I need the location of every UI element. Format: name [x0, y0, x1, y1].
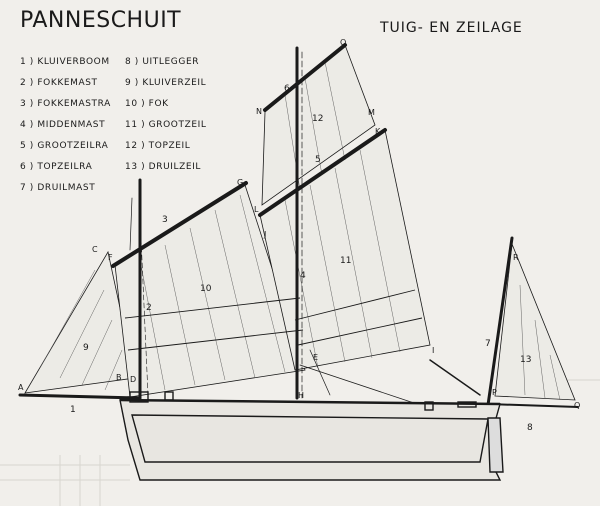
diagram-subtitle: TUIG- EN ZEILAGE: [380, 20, 523, 36]
point-label: J: [264, 230, 267, 239]
point-label: F: [108, 253, 113, 262]
part-number: 1: [70, 405, 76, 415]
legend-item: 12 ) TOPZEIL: [125, 141, 191, 151]
point-label: I: [432, 346, 435, 355]
point-label: A: [18, 383, 24, 392]
point-label: Q: [574, 401, 581, 410]
part-number: 11: [340, 256, 352, 266]
legend-item: 2 ) FOKKEMAST: [20, 78, 98, 88]
point-label: C: [92, 245, 98, 254]
part-number: 9: [83, 343, 89, 353]
point-label: D: [130, 375, 137, 384]
legend-item: 10 ) FOK: [125, 99, 169, 109]
sails: [25, 45, 575, 400]
legend-item: 13 ) DRUILZEIL: [125, 162, 202, 172]
point-label: G: [237, 178, 244, 187]
legend-item: 5 ) GROOTZEILRA: [20, 141, 109, 151]
legend-item: 8 ) UITLEGGER: [125, 57, 200, 67]
legend-item: 3 ) FOKKEMASTRA: [20, 99, 111, 109]
point-label: E: [313, 353, 319, 362]
point-label: O: [340, 38, 347, 47]
point-label: P: [492, 388, 497, 397]
part-number: 5: [315, 155, 321, 165]
point-label: L: [254, 205, 259, 214]
legend-item: 1 ) KLUIVERBOOM: [20, 57, 110, 67]
rudder: [488, 418, 503, 472]
legend-item: 6 ) TOPZEILRA: [20, 162, 93, 172]
diagram-title: PANNESCHUIT: [20, 8, 182, 33]
point-label: N: [256, 107, 262, 116]
part-number: 8: [527, 423, 533, 433]
kluiverboom: [20, 395, 140, 398]
uitlegger: [488, 404, 578, 407]
point-label: M: [368, 108, 375, 117]
part-number: 12: [312, 114, 324, 124]
point-label: K: [375, 127, 381, 136]
part-number: 13: [520, 355, 532, 365]
legend-item: 9 ) KLUIVERZEIL: [125, 78, 207, 88]
point-label: H: [298, 391, 305, 400]
part-number: 4: [300, 271, 306, 281]
part-number: 2: [146, 303, 152, 313]
part-number: 6: [284, 84, 290, 94]
part-number: 3: [162, 215, 168, 225]
part-number: 7: [485, 339, 491, 349]
hull: [120, 392, 503, 480]
point-label: R: [513, 253, 519, 262]
legend-item: 4 ) MIDDENMAST: [20, 120, 106, 130]
part-number: 10: [200, 284, 212, 294]
point-label: B: [116, 373, 122, 382]
hull-outline: [120, 400, 500, 480]
legend-item: 11 ) GROOTZEIL: [125, 120, 207, 130]
legend-item: 7 ) DRUILMAST: [20, 183, 96, 193]
